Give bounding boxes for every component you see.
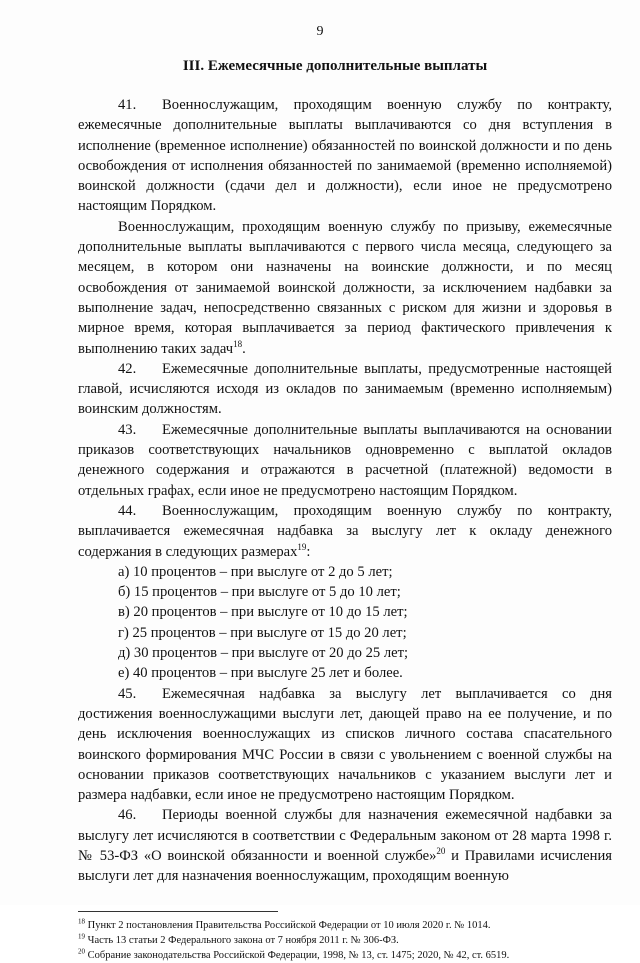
footnote	[78, 948, 612, 963]
footnote-text: Собрание законодательства Российской Федерации, 1998, № 13, ст. 1475; 2020, № 42, ст. 6519.	[85, 949, 510, 961]
footnote	[78, 918, 612, 933]
footnote-ref[interactable]: 18	[233, 338, 243, 349]
section-title: III. Ежемесячные дополнительные выплаты	[182, 58, 488, 74]
paragraph-41-continued: Военнослужащим, проходящим военную службу по призыву, ежемесячные дополнительные выплаты выплачиваются с первого числа месяца, следующего за месяцем, в котором они назначены на воинские должности, и по месяц освобождения от занимаемой воинской должности, за исключением надбавки за выполнение задач, непосредственно связанных с риском для жизни и здоровья в мирное время, которая выплачивается за период фактического привлечения к выполнению таких задач$^{18}$.	[78, 218, 612, 357]
paragraph-44: 44. Военнослужащим, проходящим военную службу по контракту, выплачивается ежемесячная надбавка за выслугу лет к окладу денежного содержания в следующих размерах$^{19}$:	[78, 502, 612, 560]
footnote-marker: 20	[78, 947, 85, 956]
list-item: г) 25 процентов – при выслуге от 15 до 20 лет;	[118, 624, 407, 641]
page-number: 9	[316, 24, 324, 39]
paragraph-number: 42.	[118, 360, 137, 377]
list-item: е) 40 процентов – при выслуге 25 лет и более.	[118, 665, 403, 682]
list-item: б) 15 процентов – при выслуге от 5 до 10 лет;	[118, 584, 401, 601]
paragraph-number: 46.	[118, 807, 137, 824]
paragraph-45	[78, 684, 612, 806]
footnote-marker: 18	[78, 917, 85, 926]
footnote	[78, 933, 612, 948]
paragraph-41	[78, 95, 612, 217]
paragraph-text: Ежемесячные дополнительные выплаты, предусмотренные настоящей главой, исчисляются исходя из окладов по занимаемым (временно исполняемым) воинским должностям.	[78, 360, 612, 418]
paragraph-46: 46. Периоды военной службы для назначения ежемесячной надбавки за выслугу лет исчисляются в соответствии с Федеральным законом от 28 марта 1998 г. № 53-ФЗ «О воинской обязанности и военной службе»$^{20}$ и Правилами исчисления выслуги лет для назначения военнослужащим, проходящим военную	[78, 807, 612, 885]
paragraph-text: Военнослужащим, проходящим военную службу по призыву, ежемесячные дополнительные выплаты выплачиваются с первого числа месяца, следующего за месяцем, в котором они назначены на воинские должности, и по месяц освобождения от занимаемой воинской должности, за исключением надбавки за выполнение задач, непосредственно связанных с риском для жизни и здоровья в мирное время, которая выплачивается за период фактического привлечения к выполнению таких задач	[78, 218, 612, 357]
footnote-divider	[78, 911, 278, 912]
paragraph-text: Военнослужащим, проходящим военную службу по контракту, ежемесячные дополнительные выплаты выплачиваются со дня вступления в исполнение (временное исполнение) обязанностей по воинской должности и по день освобождения от исполнения обязанностей по занимаемой (временно исполняемой) воинской должности (сдачи дел и должности), если иное не предусмотрено настоящим Порядком.	[78, 97, 612, 215]
footnote-ref[interactable]: 19	[297, 541, 307, 552]
footnote-ref[interactable]: 20	[436, 846, 446, 857]
list-item: д) 30 процентов – при выслуге от 20 до 25 лет;	[118, 645, 409, 662]
footnote-text: Пункт 2 постановления Правительства Российской Федерации от 10 июля 2020 г. № 1014.	[85, 919, 491, 931]
paragraph-text: Ежемесячные дополнительные выплаты выплачиваются на основании приказов соответствующих начальников одновременно с выплатой окладов денежного содержания и отражаются в расчетной (платежной) ведомости в отдельных графах, если иное не предусмотрено настоящим Порядком.	[78, 421, 612, 499]
footnote-marker: 19	[78, 932, 85, 941]
paragraph-number: 44.	[118, 502, 137, 519]
paragraph-text: Военнослужащим, проходящим военную службу по контракту, выплачивается ежемесячная надбавка за выслугу лет к окладу денежного содержания в следующих размерах	[78, 502, 612, 560]
list-item: в) 20 процентов – при выслуге от 10 до 15 лет;	[118, 604, 408, 621]
paragraph-number: 45.	[118, 685, 137, 702]
paragraph-number: 41.	[118, 97, 137, 113]
footnote-text: Часть 13 статьи 2 Федерального закона от 7 ноября 2011 г. № 306-ФЗ.	[85, 934, 399, 946]
paragraph-number: 43.	[118, 421, 137, 438]
paragraph-text: Ежемесячная надбавка за выслугу лет выплачивается со дня достижения военнослужащими выслуги лет, дающей право на ее получение, и по день исключения военнослужащих из списков личного состава спасательного воинского формирования МЧС России в связи с увольнением с военной службы на основании приказов соответствующих начальников с указанием выслуги лет и размера надбавки, если иное не предусмотрено настоящим Порядком.	[78, 685, 612, 804]
paragraph-42	[78, 359, 612, 420]
paragraph-text: Периоды военной службы для назначения ежемесячной надбавки за выслугу лет исчисляются в соответствии с Федеральным законом от 28 марта 1998 г. № 53-ФЗ «О воинской обязанности и военной службе»	[78, 807, 612, 864]
paragraph-43	[78, 420, 612, 501]
list-item: а) 10 процентов – при выслуге от 2 до 5 лет;	[118, 563, 393, 580]
